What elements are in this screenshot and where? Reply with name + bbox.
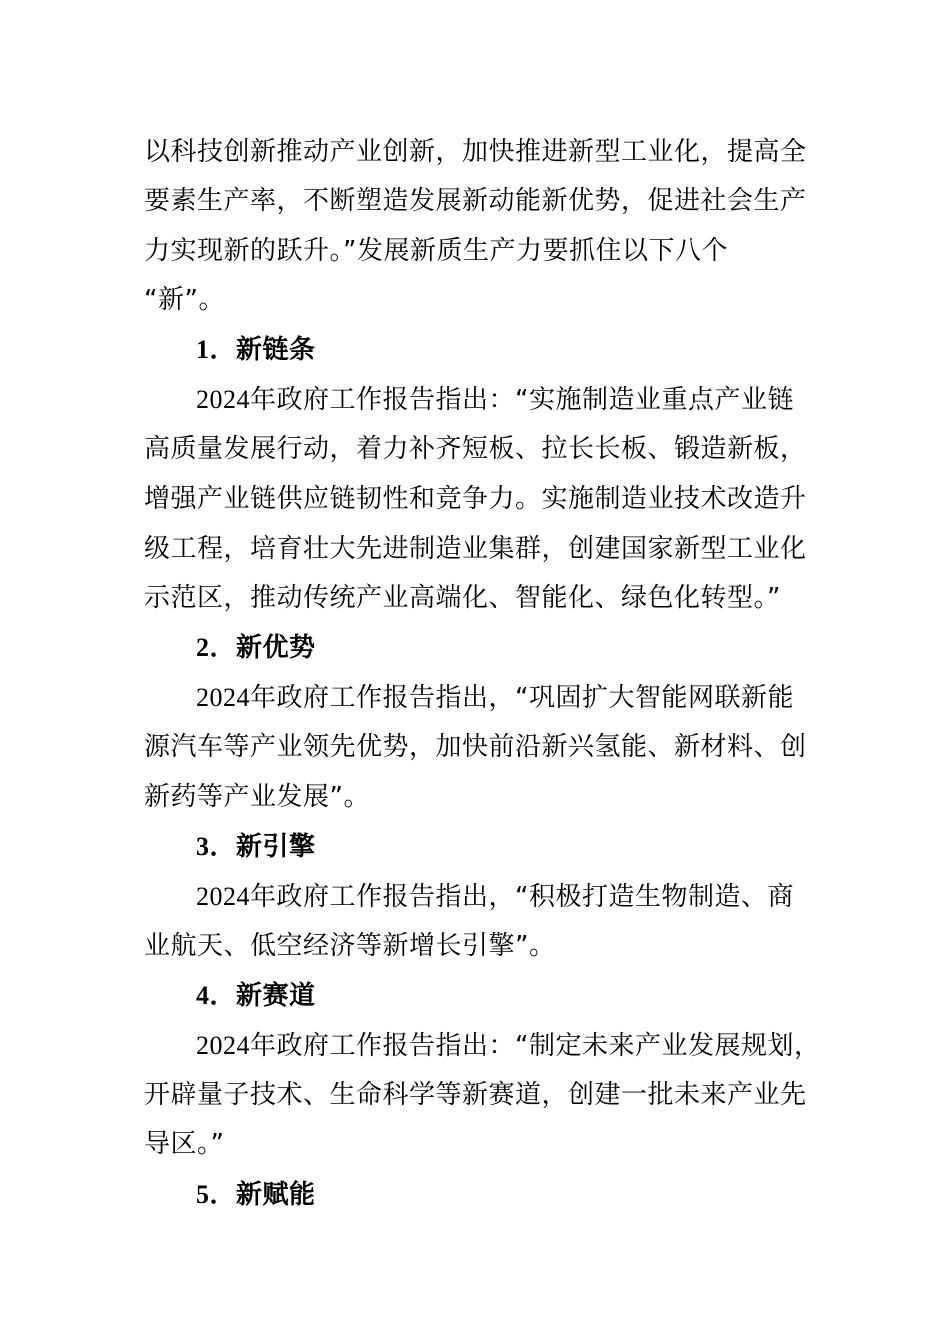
- section-1-line-5: 示范区，推动传统产业高端化、智能化、绿色化转型。”: [144, 583, 781, 613]
- section-4-line-1: [196, 1021, 820, 1071]
- section-1-title: 新链条: [236, 335, 316, 365]
- intro-line-1: 以科技创新推动产业创新，加快推进新型工业化，提高全: [144, 137, 807, 167]
- section-3-year: 2024: [196, 882, 250, 911]
- section-1-number: 1．: [196, 335, 237, 364]
- section-1-text-1: 年政府工作报告指出：“实施制造业重点产业链: [250, 385, 794, 415]
- section-3-title: 新引擎: [236, 832, 316, 862]
- section-1-heading: [196, 325, 316, 375]
- section-2-line-1: [196, 673, 794, 723]
- section-2-number: 2．: [196, 633, 237, 662]
- section-4-text-1: 年政府工作报告指出：“制定未来产业发展规划，: [250, 1031, 821, 1061]
- section-5-number: 5．: [196, 1180, 237, 1209]
- section-1-line-4: 级工程，培育壮大先进制造业集群，创建国家新型工业化: [144, 534, 807, 564]
- section-3-number: 3．: [196, 832, 237, 861]
- section-4-line-3: 导区。”: [144, 1129, 225, 1159]
- section-1-line-2: 高质量发展行动，着力补齐短板、拉长长板、锻造新板，: [144, 434, 807, 464]
- section-4-number: 4．: [196, 981, 237, 1010]
- section-3-heading: [196, 822, 316, 872]
- section-1-line-1: [196, 375, 794, 425]
- section-4-line-2: 开辟量子技术、生命科学等新赛道，创建一批未来产业先: [144, 1080, 807, 1110]
- intro-line-4: “新”。: [144, 285, 225, 315]
- section-4-year: 2024: [196, 1031, 250, 1060]
- section-1-year: 2024: [196, 385, 250, 414]
- section-5-heading: [196, 1170, 316, 1220]
- section-4-title: 新赛道: [236, 981, 316, 1011]
- section-4-heading: [196, 971, 316, 1021]
- section-2-line-2: 源汽车等产业领先优势，加快前沿新兴氢能、新材料、创: [144, 732, 807, 762]
- section-2-heading: [196, 623, 316, 673]
- section-2-title: 新优势: [236, 633, 316, 663]
- section-1-line-3: 增强产业链供应链韧性和竞争力。实施制造业技术改造升: [144, 484, 807, 514]
- intro-line-3: 力实现新的跃升。”发展新质生产力要抓住以下八个: [144, 236, 728, 266]
- section-3-line-2: 业航天、低空经济等新增长引擎”。: [144, 931, 556, 961]
- section-2-text-1: 年政府工作报告指出，“巩固扩大智能网联新能: [250, 683, 794, 713]
- section-3-text-1: 年政府工作报告指出，“积极打造生物制造、商: [250, 882, 794, 912]
- intro-line-2: 要素生产率，不断塑造发展新动能新优势，促进社会生产: [144, 186, 807, 216]
- section-2-year: 2024: [196, 683, 250, 712]
- section-5-title: 新赋能: [236, 1180, 316, 1210]
- section-3-line-1: [196, 872, 794, 922]
- section-2-line-3: 新药等产业发展”。: [144, 782, 370, 812]
